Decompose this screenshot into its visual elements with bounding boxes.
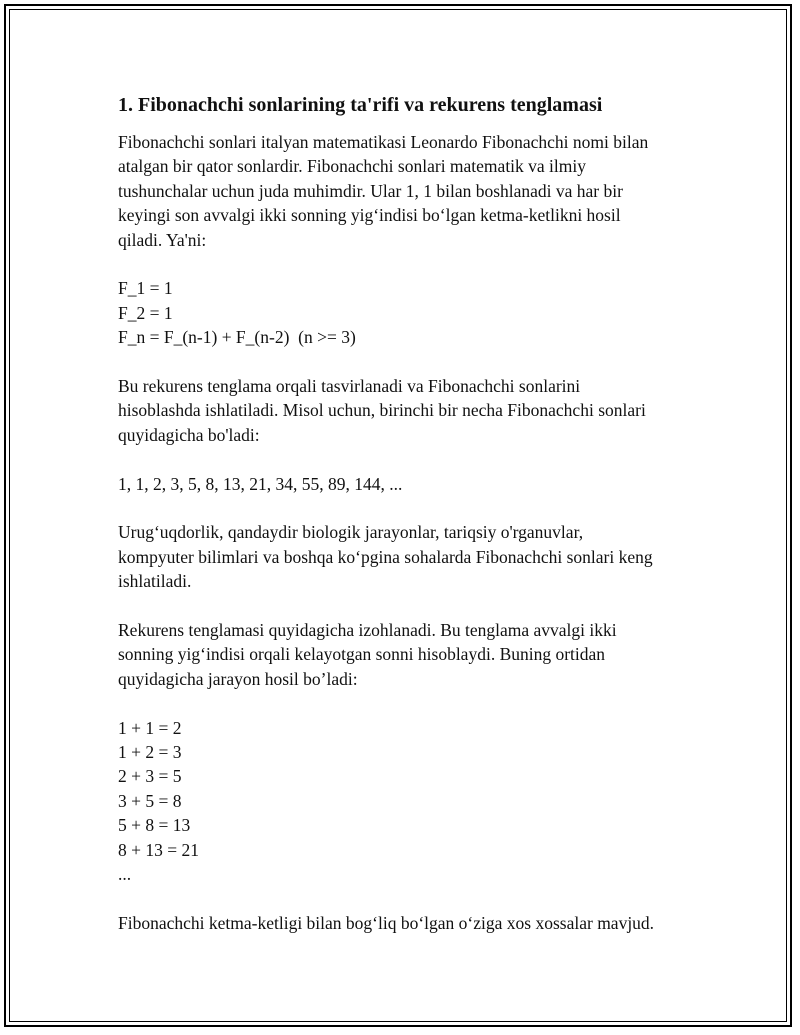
text-line: qiladi. Ya'ni: <box>118 229 207 250</box>
text-line: 8 + 13 = 21 <box>118 839 199 860</box>
text-line: F_2 = 1 <box>118 302 173 323</box>
document-body <box>118 92 698 960</box>
text-line: F_n = F_(n-1) + F_(n-2) (n >= 3) <box>118 327 356 348</box>
text-line: 1, 1, 2, 3, 5, 8, 13, 21, 34, 55, 89, 144, ... <box>118 473 403 494</box>
text-line: keyingi son avvalgi ikki sonning yig‘indisi bo‘lgan ketma-ketlikni hosil <box>118 205 621 226</box>
paragraph <box>118 276 698 349</box>
text-line: ... <box>118 864 132 885</box>
paragraph <box>118 520 698 593</box>
text-line: 2 + 3 = 5 <box>118 766 182 787</box>
section-title: 1. Fibonachchi sonlarining ta'rifi va rekurens tenglamasi <box>118 94 603 116</box>
text-line: atalgan bir qator sonlardir. Fibonachchi sonlari matematik va ilmiy <box>118 156 587 177</box>
text-line: 3 + 5 = 8 <box>118 790 182 811</box>
text-line: Fibonachchi sonlari italyan matematikasi Leonardo Fibonachchi nomi bilan <box>118 132 649 152</box>
text-line: Fibonachchi ketma-ketligi bilan bog‘liq bo‘lgan o‘ziga xos xossalar mavjud. <box>118 912 655 933</box>
text-line: tushunchalar uchun juda muhimdir. Ular 1, 1 bilan boshlanadi va har bir <box>118 180 623 201</box>
text-line: 1 + 2 = 3 <box>118 742 182 763</box>
paragraph <box>118 716 698 887</box>
paragraph <box>118 911 698 935</box>
text-line: 5 + 8 = 13 <box>118 815 191 836</box>
paragraph-list <box>118 130 698 935</box>
text-line: hisoblashda ishlatiladi. Misol uchun, birinchi bir necha Fibonachchi sonlari <box>118 400 646 421</box>
paragraph <box>118 618 698 691</box>
text-line: quyidagicha bo'ladi: <box>118 424 260 445</box>
text-line: F_1 = 1 <box>118 278 173 299</box>
paragraph <box>118 472 698 496</box>
text-line: sonning yig‘indisi orqali kelayotgan sonni hisoblaydi. Buning ortidan <box>118 644 606 665</box>
paragraph <box>118 130 698 252</box>
text-line: Rekurens tenglamasi quyidagicha izohlanadi. Bu tenglama avvalgi ikki <box>118 620 617 641</box>
text-line: Bu rekurens tenglama orqali tasvirlanadi va Fibonachchi sonlarini <box>118 376 581 397</box>
text-line: 1 + 1 = 2 <box>118 717 182 738</box>
paragraph <box>118 374 698 447</box>
text-line: kompyuter bilimlari va boshqa ko‘pgina sohalarda Fibonachchi sonlari keng <box>118 546 653 567</box>
text-line: Urug‘uqdorlik, qandaydir biologik jarayonlar, tariqsiy o'rganuvlar, <box>118 522 584 543</box>
text-line: quyidagicha jarayon hosil bo’ladi: <box>118 668 358 689</box>
text-line: ishlatiladi. <box>118 571 192 592</box>
